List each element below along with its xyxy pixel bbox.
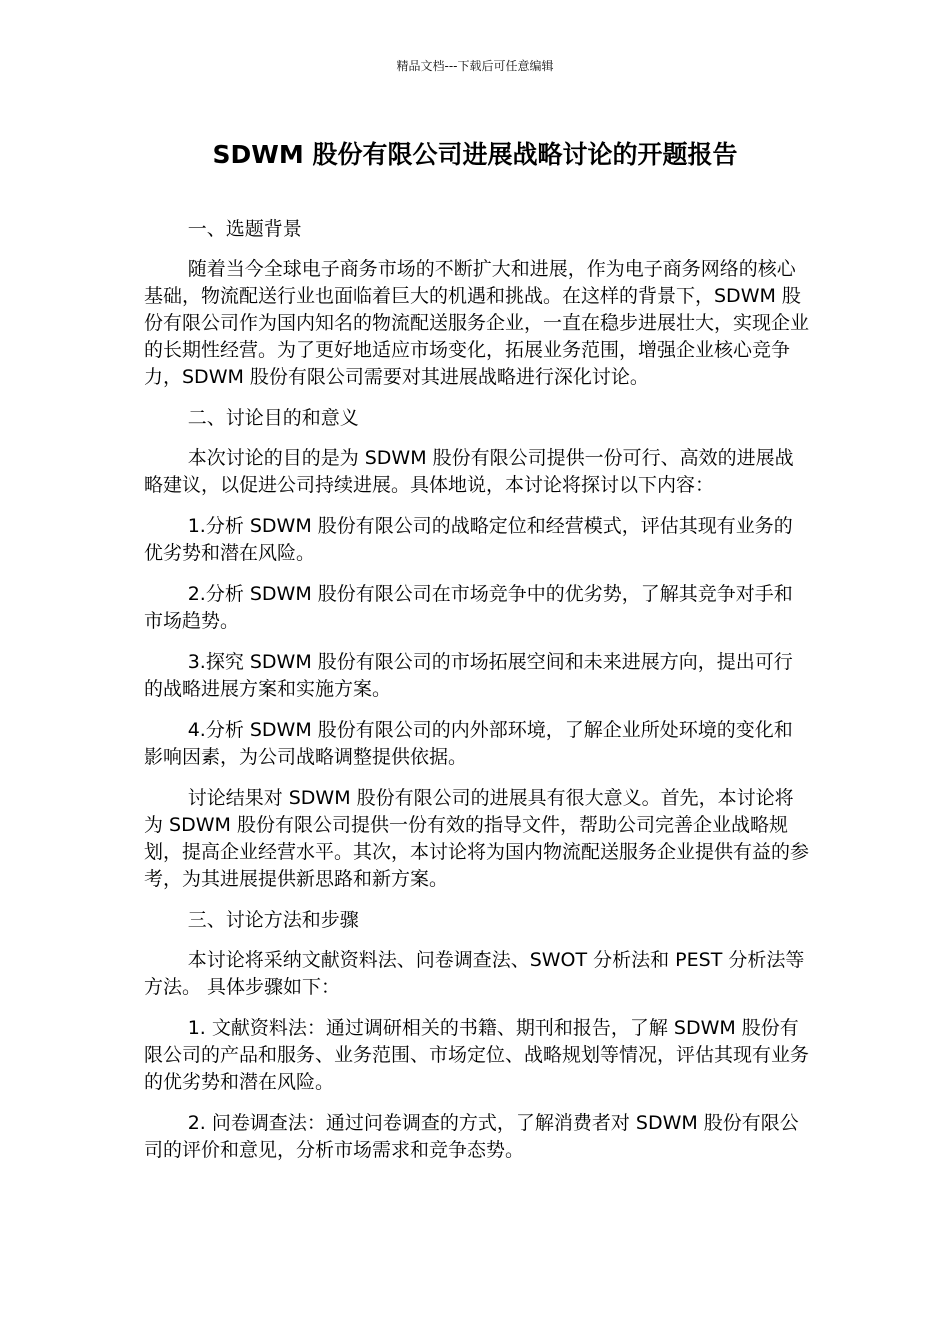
- list-item-method-1: 1. 文献资料法：通过调研相关的书籍、期刊和报告，了解 SDWM 股份有限公司的产品和服务、业务范围、市场定位、战略规划等情况，评估其现有业务的优劣势和潜在风险。: [144, 1017, 810, 1093]
- section-heading-background: 一、选题背景: [187, 218, 302, 240]
- list-item-purpose-4: 4.分析 SDWM 股份有限公司的内外部环境，了解企业所处环境的变化和影响因素，为公司战略调整提供依据。: [144, 719, 793, 768]
- list-item-method-2: 2. 问卷调查法：通过问卷调查的方式，了解消费者对 SDWM 股份有限公司的评价和意见，分析市场需求和竞争态势。: [144, 1112, 799, 1161]
- paragraph-significance: 讨论结果对 SDWM 股份有限公司的进展具有很大意义。首先，本讨论将为 SDWM 股份有限公司提供一份有效的指导文件，帮助公司完善企业战略规划，提高企业经营水平。其次，本讨论将为国内物流配送服务企业提供有益的参考，为其进展提供新思路和新方案。: [144, 787, 810, 890]
- document-body: [144, 216, 809, 1178]
- document-title: SDWM 股份有限公司进展战略讨论的开题报告: [212, 140, 738, 169]
- list-item-purpose-2: 2.分析 SDWM 股份有限公司在市场竞争中的优劣势，了解其竞争对手和市场趋势。: [144, 583, 793, 632]
- paragraph-purpose-intro: 本次讨论的目的是为 SDWM 股份有限公司提供一份可行、高效的进展战略建议，以促进公司持续进展。具体地说，本讨论将探讨以下内容：: [144, 447, 794, 496]
- header-note: 精品文档---下载后可任意编辑: [396, 59, 554, 73]
- paragraph-methods-intro: 本讨论将采纳文献资料法、问卷调查法、SWOT 分析法和 PEST 分析法等方法。 具体步骤如下：: [144, 949, 805, 998]
- list-item-purpose-1: 1.分析 SDWM 股份有限公司的战略定位和经营模式，评估其现有业务的优劣势和潜在风险。: [144, 515, 793, 564]
- paragraph-background: 随着当今全球电子商务市场的不断扩大和进展，作为电子商务网络的核心基础，物流配送行业也面临着巨大的机遇和挑战。在这样的背景下，SDWM 股份有限公司作为国内知名的物流配送服务企业，一直在稳步进展壮大，实现企业的长期性经营。为了更好地适应市场变化，拓展业务范围，增强企业核心竞争力，SDWM 股份有限公司需要对其进展战略进行深化讨论。: [144, 258, 810, 388]
- section-heading-purpose: 二、讨论目的和意义: [187, 407, 359, 429]
- section-heading-methods: 三、讨论方法和步骤: [187, 909, 359, 931]
- list-item-purpose-3: 3.探究 SDWM 股份有限公司的市场拓展空间和未来进展方向，提出可行的战略进展方案和实施方案。: [144, 651, 793, 700]
